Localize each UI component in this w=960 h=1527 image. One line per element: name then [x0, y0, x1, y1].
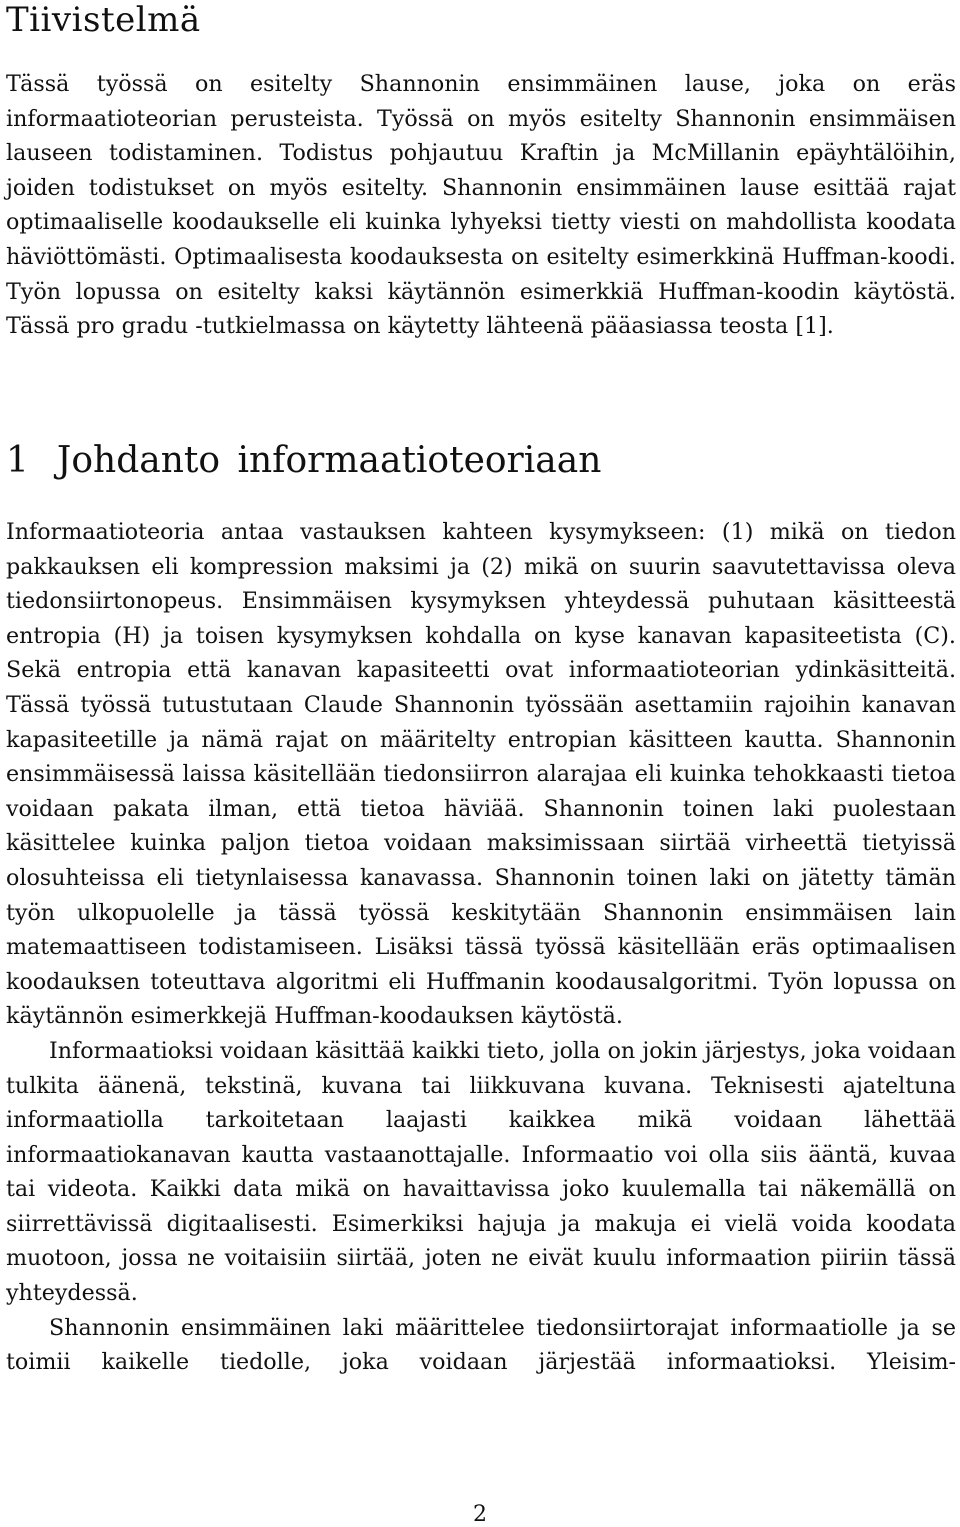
section-body — [6, 515, 956, 1380]
section-number: 1 — [6, 440, 29, 481]
abstract-title: Tiivistelmä — [6, 0, 201, 40]
body-paragraph-1: Informaatioteoria antaa vastauksen kahteen kysymykseen: (1) mikä on tiedon pakkauksen eli kompression maksimi ja (2) mikä on suurin saavutettavissa oleva tiedonsiirtonopeus. Ensimmäisen kysymyksen yhteydessä puhutaan käsitteestä entropia (H) ja toisen kysymyksen kohdalla on kyse kanavan kapasiteetista (C). Sekä entropia että kanavan kapasiteetti ovat informaatioteorian ydinkäsitteitä. Tässä työssä tutustutaan Claude Shannonin työssään asettamiin rajoihin kanavan kapasiteetille ja nämä rajat on määritelty entropian käsitteen kautta. Shannonin ensimmäisessä laissa käsitellään tiedonsiirron alarajaa eli kuinka tehokkaasti tietoa voidaan pakata ilman, että tietoa häviää. Shannonin toinen laki puolestaan käsittelee kuinka paljon tietoa voidaan maksimissaan siirtää virheettä tietyissä olosuhteissa eli tietynlaisessa kanavassa. Shannonin toinen laki on jätetty tämän työn ulkopuolelle ja tässä työssä keskitytään Shannonin ensimmäisen lain matemaattiseen todistamiseen. Lisäksi tässä työssä käsitellään eräs optimaalisen koodauksen toteuttava algoritmi eli Huffmanin koodausalgoritmi. Työn lopussa on käytännön esimerkkejä Huffman-koodauksen käytöstä. — [6, 519, 956, 1030]
body-paragraph-2: Informaatioksi voidaan käsittää kaikki tieto, jolla on jokin järjestys, joka voidaan tulkita äänenä, tekstinä, kuvana tai liikkuvana kuvana. Teknisesti ajateltuna informaatiolla tarkoitetaan laajasti kaikkea mikä voidaan lähettää informaatiokanavan kautta vastaanottajalle. Informaatio voi olla siis ääntä, kuvaa tai videota. Kaikki data mikä on havaittavissa joko kuulemalla tai näkemällä on siirrettävissä digitaalisesti. Esimerkiksi hajuja ja makuja ei vielä voida koodata muotoon, jossa ne voitaisiin siirtää, joten ne eivät kuulu informaation piiriin tässä yhteydessä. — [6, 1037, 956, 1307]
section-heading — [6, 440, 601, 481]
page-number: 2 — [473, 1502, 487, 1527]
body-paragraph-3: Shannonin ensimmäinen laki määrittelee tiedonsiirtorajat informaatiolle ja se toimii kaikelle tiedolle, joka voidaan järjestää informaatioksi. Yleisim- — [6, 1314, 956, 1376]
section-title: Johdanto informaatioteoriaan — [56, 440, 602, 481]
abstract-paragraph: Tässä työssä on esitelty Shannonin ensimmäinen lause, joka on eräs informaatioteorian perusteista. Työssä on myös esitelty Shannonin ensimmäisen lauseen todistaminen. Todistus pohjautuu Kraftin ja McMillanin epäyhtälöihin, joiden todistukset on myös esitelty. Shannonin ensimmäinen lause esittää rajat optimaaliselle koodaukselle eli kuinka lyhyeksi tietty viesti on mahdollista koodata häviöttömästi. Optimaalisesta koodauksesta on esitelty esimerkkinä Huffman-koodi. Työn lopussa on esitelty kaksi käytännön esimerkkiä Huffman-koodin käytöstä. Tässä pro gradu -tutkielmassa on käytetty lähteenä pääasiassa teosta [1]. — [6, 71, 956, 340]
